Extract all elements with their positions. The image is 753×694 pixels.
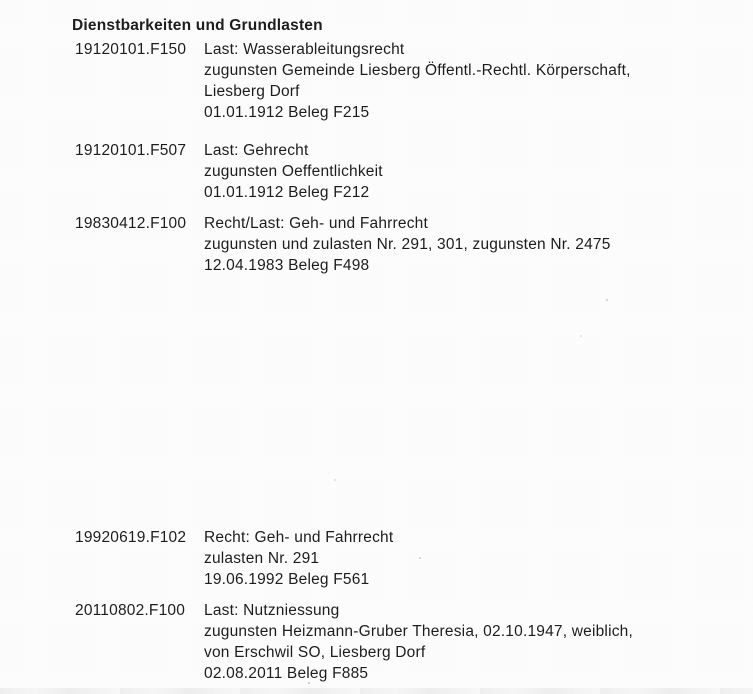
- description-line: Recht: Geh- und Fahrrecht: [204, 529, 394, 546]
- servitude-entry: [75, 527, 733, 590]
- description-line: zugunsten Heizmann-Gruber Theresia, 02.10.1947, weiblich,: [204, 623, 633, 640]
- description-line: 01.01.1912 Beleg F212: [204, 184, 370, 201]
- description-line: Last: Wasserableitungsrecht: [204, 41, 405, 58]
- servitude-entry: [75, 140, 733, 203]
- entry-id: 19920619.F102: [75, 529, 187, 546]
- scan-speck: [334, 479, 336, 481]
- description-line: 12.04.1983 Beleg F498: [204, 257, 370, 274]
- servitude-entry: [75, 600, 733, 684]
- entry-description: [204, 140, 733, 203]
- description-line: Liesberg Dorf: [204, 83, 300, 100]
- entry-description: [204, 39, 733, 123]
- description-line: 02.08.2011 Beleg F885: [204, 665, 369, 682]
- bottom-scan-artifact: [0, 688, 753, 694]
- entry-description: [204, 527, 733, 590]
- section-title: Dienstbarkeiten und Grundlasten: [72, 17, 323, 34]
- description-line: zugunsten Gemeinde Liesberg Öffentl.-Rechtl. Körperschaft,: [204, 62, 631, 79]
- description-line: zugunsten und zulasten Nr. 291, 301, zugunsten Nr. 2475: [204, 236, 611, 253]
- scan-speck: [419, 557, 421, 559]
- description-line: von Erschwil SO, Liesberg Dorf: [204, 644, 426, 661]
- scan-speck: [580, 335, 582, 337]
- description-line: Last: Nutzniessung: [204, 602, 340, 619]
- entry-id: 19120101.F507: [75, 142, 187, 159]
- scan-speck: [364, 107, 366, 109]
- description-line: 01.01.1912 Beleg F215: [204, 104, 370, 121]
- entry-description: [204, 600, 733, 684]
- entry-id: 19120101.F150: [75, 41, 187, 58]
- scan-speck: [308, 682, 310, 684]
- scan-speck: [606, 299, 608, 301]
- description-line: Recht/Last: Geh- und Fahrrecht: [204, 215, 428, 232]
- description-line: zulasten Nr. 291: [204, 550, 320, 567]
- servitude-entry: [75, 39, 733, 123]
- servitude-entry: [75, 213, 733, 276]
- entry-id: 19830412.F100: [75, 215, 187, 232]
- description-line: 19.06.1992 Beleg F561: [204, 571, 370, 588]
- description-line: Last: Gehrecht: [204, 142, 309, 159]
- description-line: zugunsten Oeffentlichkeit: [204, 163, 383, 180]
- entry-id: 20110802.F100: [75, 602, 186, 619]
- entry-description: [204, 213, 733, 276]
